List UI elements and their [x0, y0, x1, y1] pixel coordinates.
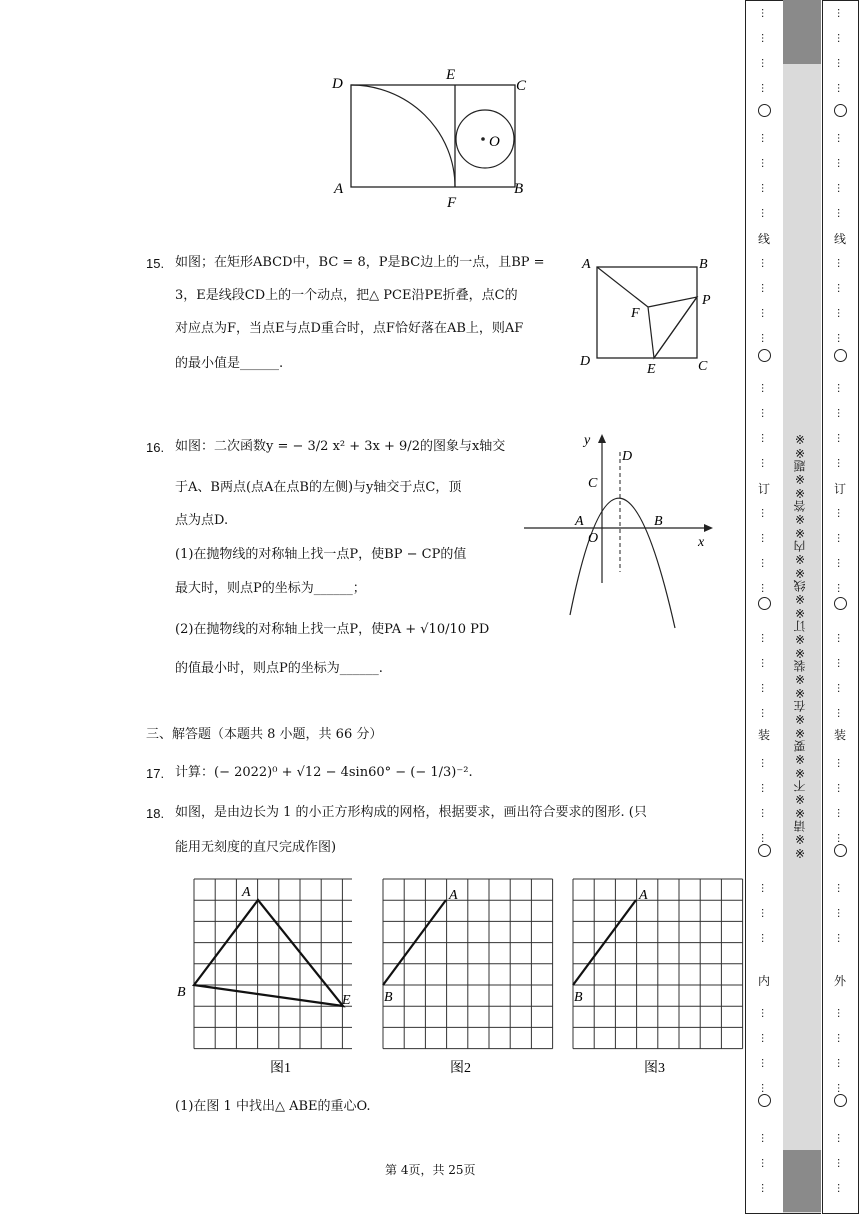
dot-segment: …	[759, 633, 770, 643]
axis-label-x: x	[698, 535, 705, 550]
dot-segment: …	[835, 933, 846, 943]
dot-segment: …	[759, 258, 770, 268]
label-O: O	[489, 134, 500, 150]
label-A: A	[639, 888, 648, 903]
warning-text: ※※请※※不※※要※※在※※装※※订※※线※※内※※答※※题※※	[793, 432, 807, 860]
caption-fig2: 图2	[450, 1061, 471, 1076]
dot-segment: …	[759, 1083, 770, 1093]
q18-line-2: 能用无刻度的直尺完成作图)	[175, 840, 337, 855]
dot-segment: …	[759, 158, 770, 168]
dot-segment: …	[759, 833, 770, 843]
grid-lines	[194, 879, 352, 1049]
caption-fig1: 图1	[270, 1061, 291, 1076]
dot-segment: …	[835, 908, 846, 918]
figure-q16-parabola	[520, 430, 720, 635]
q16-line-3: 点为点D.	[175, 513, 229, 528]
label-B: B	[514, 181, 524, 197]
dot-segment: …	[835, 183, 846, 193]
dot-segment: …	[759, 558, 770, 568]
binding-margin	[745, 0, 860, 1216]
dot-segment: …	[759, 133, 770, 143]
outer-label-order: 订	[834, 482, 847, 496]
dot-segment: …	[835, 683, 846, 693]
label-E: E	[647, 362, 656, 377]
dot-segment: …	[835, 508, 846, 518]
grid-lines	[573, 879, 743, 1049]
dot-segment: …	[835, 833, 846, 843]
dot-segment: …	[835, 1008, 846, 1018]
q17-number: 17.	[146, 766, 165, 781]
dot-segment: …	[759, 908, 770, 918]
label-F: F	[631, 306, 640, 321]
q18-sub1: (1)在图 1 中找出△ ABE的重心O.	[175, 1099, 371, 1114]
dot-segment: …	[759, 658, 770, 668]
q15-number: 15.	[146, 256, 165, 271]
dot-segment: …	[759, 408, 770, 418]
binding-hole-circle	[834, 104, 847, 117]
dot-segment: …	[835, 1083, 846, 1093]
inner-label-bind: 装	[758, 728, 771, 742]
dot-segment: …	[835, 58, 846, 68]
dark-block-top	[783, 0, 821, 64]
axis-label-y: y	[584, 433, 591, 448]
dot-segment: …	[759, 808, 770, 818]
dot-segment: …	[759, 583, 770, 593]
label-A: A	[334, 181, 344, 197]
inner-label-inside: 内	[758, 974, 771, 988]
binding-hole-circle	[834, 349, 847, 362]
dot-segment: …	[835, 308, 846, 318]
dot-segment: …	[835, 333, 846, 343]
binding-hole-circle	[834, 597, 847, 610]
dot-segment: …	[759, 333, 770, 343]
binding-hole-circle	[758, 1094, 771, 1107]
binding-hole-circle	[834, 844, 847, 857]
dot-segment: …	[835, 558, 846, 568]
dot-segment: …	[835, 8, 846, 18]
q16-line-1: 如图：二次函数y = − 3/2 x² + 3x + 9/2的图象与x轴交	[175, 439, 506, 454]
outer-label-bind: 装	[834, 728, 847, 742]
dot-segment: …	[835, 1033, 846, 1043]
page-footer: 第 4页，共 25页	[385, 1163, 476, 1177]
dot-segment: …	[759, 1058, 770, 1068]
dot-segment: …	[835, 583, 846, 593]
q16-line-4: (1)在抛物线的对称轴上找一点P，使BP − CP的值	[175, 547, 467, 562]
dot-segment: …	[835, 1158, 846, 1168]
caption-fig3: 图3	[644, 1061, 665, 1076]
label-O: O	[588, 531, 599, 546]
dot-segment: …	[835, 658, 846, 668]
figure-q14	[320, 60, 540, 210]
binding-hole-circle	[834, 1094, 847, 1107]
q16-line-6: (2)在抛物线的对称轴上找一点P，使PA + √10/10 PD	[175, 622, 490, 637]
dot-segment: …	[759, 533, 770, 543]
dot-segment: …	[759, 683, 770, 693]
dot-segment: …	[835, 808, 846, 818]
q15-line-1: 如图；在矩形ABCD中，BC = 8，P是BC边上的一点，且BP =	[175, 255, 545, 270]
label-A: A	[575, 514, 584, 529]
label-D: D	[622, 449, 633, 464]
dot-segment: …	[835, 758, 846, 768]
label-A: A	[582, 257, 591, 272]
dot-segment: …	[835, 408, 846, 418]
label-C: C	[698, 359, 708, 374]
dot-segment: …	[759, 283, 770, 293]
outer-label-line: 线	[834, 232, 847, 246]
dot-segment: …	[759, 8, 770, 18]
q15-line-2: 3，E是线段CD上的一个动点，把△ PCE沿PE折叠，点C的	[175, 288, 518, 303]
dot-segment: …	[835, 383, 846, 393]
dot-segment: …	[835, 133, 846, 143]
grid-figure-1	[172, 870, 352, 1080]
dot-segment: …	[759, 33, 770, 43]
q16-line-7: 的值最小时，则点P的坐标为______.	[175, 661, 383, 676]
dot-segment: …	[835, 83, 846, 93]
label-D: D	[332, 76, 343, 92]
dot-segment: …	[759, 183, 770, 193]
grid-figure-3	[570, 870, 745, 1080]
dot-segment: …	[759, 433, 770, 443]
section-heading: 三、解答题（本题共 8 小题，共 66 分）	[146, 727, 383, 742]
binding-hole-circle	[758, 349, 771, 362]
q15-line-3: 对应点为F，当点E与点D重合时，点F恰好落在AB上，则AF	[175, 321, 524, 336]
dot-segment: …	[759, 208, 770, 218]
dot-segment: …	[835, 533, 846, 543]
dot-segment: …	[835, 1183, 846, 1193]
inner-label-line: 线	[758, 232, 771, 246]
label-B: B	[384, 990, 393, 1005]
label-B: B	[177, 985, 186, 1000]
dot-segment: …	[759, 933, 770, 943]
label-F: F	[447, 195, 457, 210]
dot-segment: …	[835, 158, 846, 168]
label-E: E	[446, 67, 456, 83]
label-C: C	[588, 476, 598, 491]
dot-segment: …	[759, 708, 770, 718]
dot-segment: …	[759, 1033, 770, 1043]
dot-segment: …	[759, 883, 770, 893]
binding-hole-circle	[758, 844, 771, 857]
dot-segment: …	[759, 1183, 770, 1193]
dot-segment: …	[835, 258, 846, 268]
q17-text: 计算：(− 2022)⁰ + √12 − 4sin60° − (− 1/3)⁻².	[175, 765, 473, 780]
q16-line-2: 于A、B两点(点A在点B的左侧)与y轴交于点C，顶	[175, 480, 462, 495]
dot-segment: …	[759, 1133, 770, 1143]
dot-segment: …	[759, 508, 770, 518]
binding-hole-circle	[758, 597, 771, 610]
dot-segment: …	[835, 883, 846, 893]
dot-segment: …	[835, 783, 846, 793]
dot-segment: …	[759, 1158, 770, 1168]
dot-segment: …	[759, 458, 770, 468]
dot-segment: …	[835, 33, 846, 43]
label-A: A	[242, 885, 251, 900]
grid-lines	[383, 879, 553, 1049]
label-B: B	[699, 257, 708, 272]
label-E: E	[342, 993, 351, 1008]
label-A: A	[449, 888, 458, 903]
dot-segment: …	[759, 1008, 770, 1018]
dark-block-bottom	[783, 1150, 821, 1212]
grid-figure-2	[380, 870, 560, 1080]
label-B: B	[654, 514, 663, 529]
label-B: B	[574, 990, 583, 1005]
binding-hole-circle	[758, 104, 771, 117]
q16-number: 16.	[146, 440, 165, 455]
dot-segment: …	[835, 283, 846, 293]
dot-segment: …	[759, 83, 770, 93]
dot-segment: …	[835, 433, 846, 443]
dot-segment: …	[835, 1133, 846, 1143]
label-C: C	[516, 78, 527, 94]
label-D: D	[580, 354, 591, 369]
label-P: P	[702, 293, 711, 308]
dot-segment: …	[835, 1058, 846, 1068]
outer-label-outside: 外	[834, 974, 847, 988]
dot-segment: …	[759, 58, 770, 68]
q16-line-5: 最大时，则点P的坐标为______；	[175, 581, 366, 596]
dot-segment: …	[759, 758, 770, 768]
dot-segment: …	[835, 458, 846, 468]
dot-segment: …	[759, 383, 770, 393]
dot-segment: …	[759, 308, 770, 318]
q18-number: 18.	[146, 806, 165, 821]
dot-segment: …	[835, 708, 846, 718]
dot-segment: …	[835, 633, 846, 643]
figure-q15	[576, 252, 721, 377]
q18-line-1: 如图，是由边长为 1 的小正方形构成的网格，根据要求，画出符合要求的图形. (只	[175, 805, 647, 820]
q15-line-4: 的最小值是______.	[175, 356, 284, 371]
dot-segment: …	[759, 783, 770, 793]
inner-label-order: 订	[758, 482, 771, 496]
dot-segment: …	[835, 208, 846, 218]
